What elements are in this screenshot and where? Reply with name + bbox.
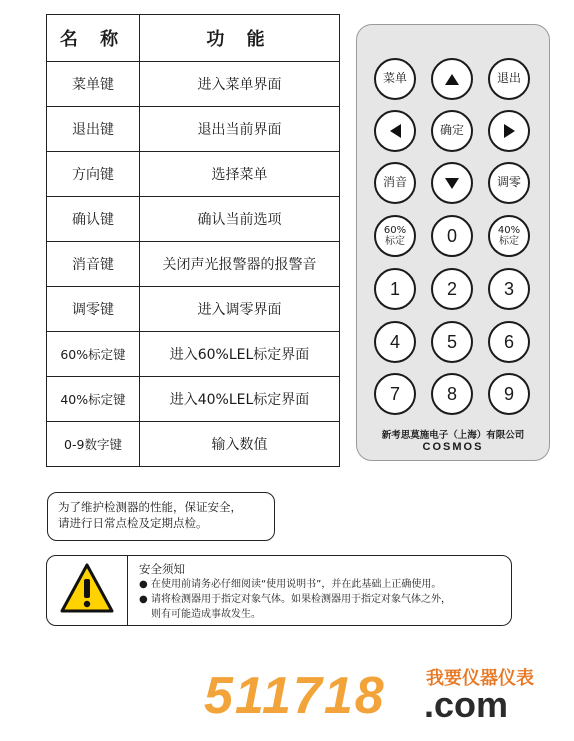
bullet-icon: ●	[139, 594, 148, 605]
digit-label: 7	[389, 383, 400, 404]
warning-triangle-icon	[59, 562, 115, 614]
header-name: 名 称	[47, 15, 140, 62]
row-key: 菜单键	[47, 62, 140, 107]
digit-9-button[interactable]	[488, 373, 530, 415]
digit-label: 2	[446, 278, 457, 299]
cal60-bottom: 标定	[384, 236, 405, 247]
digit-7-button[interactable]	[374, 373, 416, 415]
cal40-bottom: 标定	[498, 236, 519, 247]
table-row	[47, 197, 340, 242]
maintenance-note	[47, 492, 275, 541]
table-row	[47, 107, 340, 152]
bullet-2-text: 请将检测器用于指定对象气体。如果检测器用于指定对象气体之外，	[151, 594, 451, 605]
row-key: 确认键	[47, 197, 140, 242]
exit-button[interactable]	[488, 58, 530, 100]
digit-5-button[interactable]	[431, 321, 473, 363]
brand-logo: COSMOS	[422, 441, 484, 453]
safety-notice	[46, 555, 512, 626]
note-line-1: 为了维护检测器的性能，保证安全，	[58, 500, 242, 514]
right-button[interactable]	[488, 110, 530, 152]
digit-6-button[interactable]	[488, 321, 530, 363]
row-function: 进入40%LEL标定界面	[140, 377, 340, 422]
table-row	[47, 422, 340, 467]
table-row	[47, 287, 340, 332]
digit-label: 4	[389, 331, 400, 352]
digit-label: 1	[389, 278, 400, 299]
table-row	[47, 152, 340, 197]
zero-button[interactable]	[488, 162, 530, 204]
note-line-2: 请进行日常点检及定期点检。	[58, 516, 208, 530]
row-key: 40%标定键	[47, 377, 140, 422]
row-function: 进入调零界面	[140, 287, 340, 332]
left-button[interactable]	[374, 110, 416, 152]
safety-bullet-2-cont: 则有可能造成事故发生。	[151, 609, 261, 620]
row-function: 关闭声光报警器的报警音	[140, 242, 340, 287]
cal60-button[interactable]	[374, 215, 416, 257]
digit-label: 3	[503, 278, 514, 299]
key-function-table	[46, 14, 340, 467]
digit-2-button[interactable]	[431, 268, 473, 310]
row-key: 0-9数字键	[47, 422, 140, 467]
cal40-button[interactable]	[488, 215, 530, 257]
table-row	[47, 62, 340, 107]
digit-label: 0	[446, 225, 457, 246]
digit-label: 5	[446, 331, 457, 352]
digit-8-button[interactable]	[431, 373, 473, 415]
digit-1-button[interactable]	[374, 268, 416, 310]
menu-button[interactable]	[374, 58, 416, 100]
digit-4-button[interactable]	[374, 321, 416, 363]
table-row	[47, 242, 340, 287]
row-function: 确认当前选项	[140, 197, 340, 242]
watermark-cn: 我要仪器仪表	[426, 668, 534, 689]
cal40-label	[498, 225, 520, 248]
header-function: 功 能	[140, 15, 340, 62]
remote-control	[356, 24, 550, 461]
row-key: 消音键	[47, 242, 140, 287]
confirm-button[interactable]	[431, 110, 473, 152]
up-arrow-icon	[445, 74, 459, 85]
zero-label: 调零	[496, 175, 521, 190]
mute-label: 消音	[382, 175, 407, 190]
row-key: 调零键	[47, 287, 140, 332]
menu-label: 菜单	[382, 71, 407, 86]
row-function: 进入菜单界面	[140, 62, 340, 107]
left-arrow-icon	[390, 124, 401, 138]
table-row	[47, 377, 340, 422]
right-arrow-icon	[504, 124, 515, 138]
digit-0-button[interactable]	[431, 215, 473, 257]
mute-button[interactable]	[374, 162, 416, 204]
safety-bullet-1	[139, 577, 451, 592]
cal60-label	[384, 225, 406, 248]
down-button[interactable]	[431, 162, 473, 204]
up-button[interactable]	[431, 58, 473, 100]
digit-label: 6	[503, 331, 514, 352]
table-header-row	[47, 15, 340, 62]
row-key: 60%标定键	[47, 332, 140, 377]
warning-icon-cell	[47, 556, 128, 625]
bullet-icon: ●	[139, 579, 148, 590]
table-row	[47, 332, 340, 377]
safety-title: 安全须知	[139, 562, 185, 576]
watermark-number: 511718	[204, 667, 386, 725]
row-function: 输入数值	[140, 422, 340, 467]
row-function: 选择菜单	[140, 152, 340, 197]
bullet-1-text: 在使用前请务必仔细阅读“使用说明书”，并在此基础上正确使用。	[151, 579, 442, 590]
exit-label: 退出	[496, 71, 521, 86]
row-key: 退出键	[47, 107, 140, 152]
company-name: 新考思莫施电子（上海）有限公司	[381, 430, 525, 441]
row-key: 方向键	[47, 152, 140, 197]
cal40-top: 40%	[497, 224, 521, 236]
watermark-com: .com	[424, 684, 509, 725]
row-function: 进入60%LEL标定界面	[140, 332, 340, 377]
down-arrow-icon	[445, 178, 459, 189]
safety-bullet-2	[139, 592, 451, 607]
digit-3-button[interactable]	[488, 268, 530, 310]
row-function: 退出当前界面	[140, 107, 340, 152]
cal60-top: 60%	[383, 224, 407, 236]
safety-text	[139, 561, 451, 622]
digit-label: 8	[446, 383, 457, 404]
digit-label: 9	[503, 383, 514, 404]
confirm-label: 确定	[439, 123, 464, 138]
